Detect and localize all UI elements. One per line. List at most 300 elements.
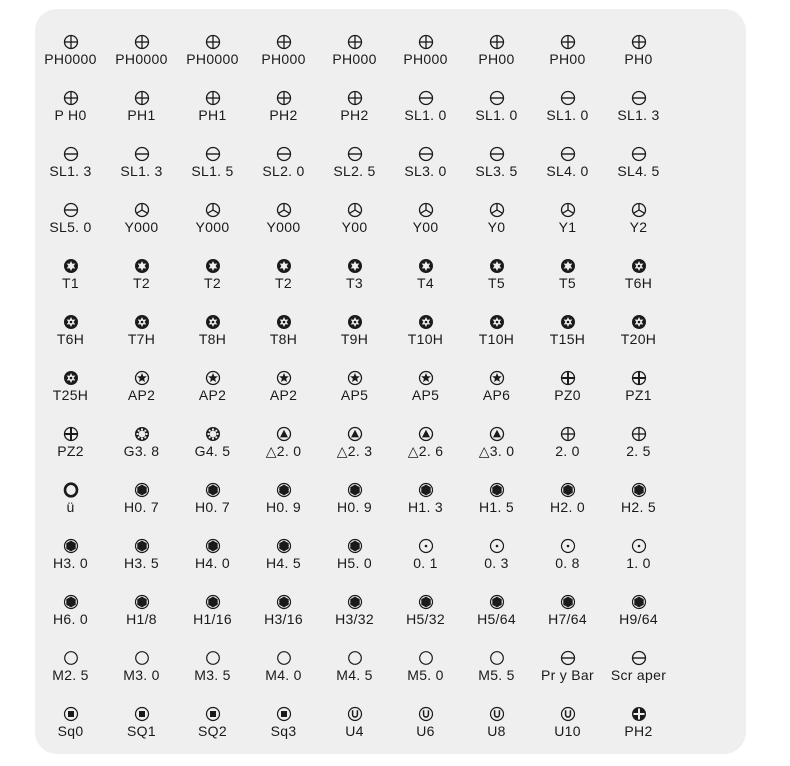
bit-label: 1. 0 <box>626 555 651 571</box>
bit-cell <box>177 422 248 478</box>
bit-cell <box>461 590 532 646</box>
bit-label: T8H <box>198 331 227 347</box>
phillips-icon <box>205 90 221 106</box>
phillips-icon <box>347 34 363 50</box>
bit-cell <box>461 702 532 758</box>
slotted-icon <box>276 146 292 162</box>
bit-cell <box>248 254 319 310</box>
bit-label: △2. 3 <box>336 443 373 459</box>
bit-cell <box>319 534 390 590</box>
bit-label: M4. 5 <box>336 667 373 683</box>
torx-icon <box>276 258 292 274</box>
dot-circle-icon <box>631 538 647 554</box>
bit-cell <box>35 422 106 478</box>
bit-cell <box>390 310 461 366</box>
bit-label: Y1 <box>558 219 577 235</box>
bit-label: SL3. 5 <box>475 163 518 179</box>
bit-label: SQ1 <box>127 723 156 739</box>
bit-label: H1/16 <box>193 611 232 627</box>
bit-cell <box>603 478 674 534</box>
bit-cell <box>603 30 674 86</box>
hex-icon <box>347 594 363 610</box>
bit-label: T4 <box>417 275 434 291</box>
bit-label: PH000 <box>403 51 448 67</box>
bit-label: H5/64 <box>477 611 516 627</box>
dot-circle-icon <box>418 538 434 554</box>
hex-icon <box>347 538 363 554</box>
triangle-icon <box>489 426 505 442</box>
torx-security-icon <box>560 314 576 330</box>
bit-cell <box>390 366 461 422</box>
bit-cell <box>177 30 248 86</box>
bit-label: PH000 <box>261 51 306 67</box>
bit-label: H7/64 <box>548 611 587 627</box>
bit-label: SL1. 0 <box>475 107 518 123</box>
bit-label: H1/8 <box>126 611 157 627</box>
bit-cell <box>248 478 319 534</box>
bit-label: H5/32 <box>406 611 445 627</box>
bit-label: T5 <box>559 275 576 291</box>
bit-cell <box>603 422 674 478</box>
bit-label: Y00 <box>412 219 439 235</box>
hollow-circle-icon <box>63 650 79 666</box>
bit-cell <box>248 590 319 646</box>
pentalobe-icon <box>418 370 434 386</box>
bit-label: 2. 0 <box>555 443 580 459</box>
bit-cell <box>35 254 106 310</box>
bit-cell <box>35 366 106 422</box>
bit-label: H2. 5 <box>621 499 656 515</box>
bit-cell <box>248 30 319 86</box>
hex-icon <box>489 594 505 610</box>
hex-icon <box>134 594 150 610</box>
bit-label: SL1. 0 <box>546 107 589 123</box>
square-icon <box>134 706 150 722</box>
bit-cell <box>106 254 177 310</box>
bit-label: H0. 9 <box>337 499 372 515</box>
hollow-circle-icon <box>205 650 221 666</box>
bit-label: △2. 0 <box>265 443 302 459</box>
phillips-icon <box>134 90 150 106</box>
bit-label: T2 <box>133 275 150 291</box>
bit-cell <box>248 534 319 590</box>
bit-cell <box>603 310 674 366</box>
bit-label: SL1. 3 <box>120 163 163 179</box>
bit-label: PH2 <box>340 107 369 123</box>
bit-cell <box>532 422 603 478</box>
bit-cell <box>390 142 461 198</box>
bit-cell <box>177 590 248 646</box>
u-shape-icon <box>347 706 363 722</box>
pozidriv-icon <box>560 370 576 386</box>
bit-label: SL1. 3 <box>617 107 660 123</box>
bit-cell <box>106 534 177 590</box>
bit-cell <box>248 86 319 142</box>
square-icon <box>205 706 221 722</box>
hex-icon <box>205 482 221 498</box>
slotted-icon <box>489 90 505 106</box>
bit-label: G4. 5 <box>194 443 231 459</box>
hex-icon <box>63 594 79 610</box>
bit-label: H1. 3 <box>408 499 443 515</box>
slotted-icon <box>560 146 576 162</box>
bit-cell <box>532 142 603 198</box>
bit-label: PH00 <box>478 51 515 67</box>
slotted-icon <box>63 146 79 162</box>
bit-label: H9/64 <box>619 611 658 627</box>
bit-label: M4. 0 <box>265 667 302 683</box>
bit-cell <box>177 254 248 310</box>
bit-cell <box>106 310 177 366</box>
bit-label: 2. 5 <box>626 443 651 459</box>
bit-cell <box>35 534 106 590</box>
bit-cell <box>248 646 319 702</box>
bit-cell <box>35 590 106 646</box>
torx-security-icon <box>418 314 434 330</box>
bit-label: PH0000 <box>115 51 168 67</box>
bit-label: AP2 <box>198 387 227 403</box>
bit-cell <box>106 590 177 646</box>
bit-cell <box>177 366 248 422</box>
bit-cell <box>532 478 603 534</box>
bit-cell <box>390 198 461 254</box>
bit-label: H3. 0 <box>53 555 88 571</box>
bit-label: H0. 9 <box>266 499 301 515</box>
bit-label: 0. 3 <box>484 555 509 571</box>
bit-cell <box>177 478 248 534</box>
bit-cell <box>248 702 319 758</box>
torx-icon <box>134 258 150 274</box>
bit-label: PZ2 <box>57 443 84 459</box>
tri-wing-icon <box>205 202 221 218</box>
bit-cell <box>461 478 532 534</box>
hex-icon <box>205 538 221 554</box>
tri-wing-icon <box>418 202 434 218</box>
gamebit-icon <box>134 426 150 442</box>
hollow-circle-icon <box>134 650 150 666</box>
bit-cell <box>177 310 248 366</box>
tri-wing-icon <box>631 202 647 218</box>
bit-cell <box>603 86 674 142</box>
bit-label: H4. 0 <box>195 555 230 571</box>
bit-label: SL4. 5 <box>617 163 660 179</box>
bit-label: AP5 <box>411 387 440 403</box>
bit-cell <box>319 478 390 534</box>
tri-wing-icon <box>560 202 576 218</box>
hex-icon <box>63 538 79 554</box>
torx-security-icon <box>63 370 79 386</box>
bit-label: H0. 7 <box>124 499 159 515</box>
slotted-icon <box>631 650 647 666</box>
torx-security-icon <box>631 258 647 274</box>
bit-label: △3. 0 <box>478 443 515 459</box>
bit-cell <box>319 86 390 142</box>
bit-cell <box>390 422 461 478</box>
bit-cell <box>390 590 461 646</box>
bit-cell <box>390 30 461 86</box>
phillips-icon <box>276 34 292 50</box>
gamebit-icon <box>205 426 221 442</box>
pentalobe-icon <box>489 370 505 386</box>
bit-label: P H0 <box>54 107 87 123</box>
bit-label: U4 <box>345 723 364 739</box>
slotted-icon <box>489 146 505 162</box>
slotted-icon <box>631 146 647 162</box>
phillips-icon <box>418 34 434 50</box>
bit-cell <box>603 366 674 422</box>
bit-label: T10H <box>478 331 515 347</box>
bit-label: H0. 7 <box>195 499 230 515</box>
bit-cell <box>461 254 532 310</box>
hex-icon <box>631 594 647 610</box>
bit-cell <box>319 366 390 422</box>
bit-label: PH2 <box>269 107 298 123</box>
bit-cell <box>461 30 532 86</box>
slotted-icon <box>63 202 79 218</box>
bit-cell <box>35 702 106 758</box>
bit-cell <box>461 198 532 254</box>
bit-label: Y2 <box>629 219 648 235</box>
torx-icon <box>347 258 363 274</box>
phillips-icon <box>63 34 79 50</box>
bit-label: PH0000 <box>44 51 97 67</box>
bit-cell <box>35 142 106 198</box>
hollow-circle-icon <box>347 650 363 666</box>
phillips-icon <box>560 426 576 442</box>
bit-label: PH000 <box>332 51 377 67</box>
phillips-icon <box>134 34 150 50</box>
torx-icon <box>63 258 79 274</box>
u-shape-icon <box>489 706 505 722</box>
bit-label: T5 <box>488 275 505 291</box>
bit-cell <box>319 310 390 366</box>
triangle-icon <box>418 426 434 442</box>
torx-icon <box>489 258 505 274</box>
bit-cell <box>177 702 248 758</box>
bit-cell <box>319 646 390 702</box>
slotted-icon <box>418 90 434 106</box>
torx-security-icon <box>63 314 79 330</box>
bit-cell <box>532 646 603 702</box>
bit-cell <box>603 142 674 198</box>
bit-cell <box>390 478 461 534</box>
hex-icon <box>134 538 150 554</box>
bit-cell <box>390 646 461 702</box>
bit-label: SQ2 <box>198 723 227 739</box>
torx-security-icon <box>347 314 363 330</box>
torx-icon <box>560 258 576 274</box>
bit-cell <box>461 142 532 198</box>
triangle-icon <box>347 426 363 442</box>
bit-cell <box>603 534 674 590</box>
bit-cell <box>248 310 319 366</box>
torx-security-icon <box>489 314 505 330</box>
bit-label: PH0 <box>624 51 653 67</box>
tri-wing-icon <box>276 202 292 218</box>
bit-label: T7H <box>127 331 156 347</box>
bit-cell <box>35 86 106 142</box>
slotted-icon <box>347 146 363 162</box>
bit-cell <box>106 702 177 758</box>
phillips-icon <box>631 426 647 442</box>
bit-cell <box>319 590 390 646</box>
phillips-icon <box>631 34 647 50</box>
bit-label: Pr y Bar <box>541 667 594 683</box>
phillips-icon <box>347 90 363 106</box>
phillips-icon <box>63 90 79 106</box>
bit-label: ü <box>66 499 75 515</box>
bit-label: H6. 0 <box>53 611 88 627</box>
bit-cell <box>461 422 532 478</box>
u-shape-icon <box>560 706 576 722</box>
bit-cell <box>177 534 248 590</box>
hex-icon <box>418 482 434 498</box>
torx-icon <box>205 258 221 274</box>
bit-cell <box>532 366 603 422</box>
bit-cell <box>35 646 106 702</box>
bit-label: 0. 1 <box>413 555 438 571</box>
square-icon <box>276 706 292 722</box>
bit-cell <box>390 534 461 590</box>
bit-label: G3. 8 <box>123 443 160 459</box>
hex-icon <box>489 482 505 498</box>
hex-icon <box>205 594 221 610</box>
bit-label: Y000 <box>124 219 159 235</box>
bit-label: Y00 <box>341 219 368 235</box>
bit-cell <box>532 534 603 590</box>
bit-label: Sq0 <box>57 723 84 739</box>
bit-cell <box>532 310 603 366</box>
bit-cell <box>390 86 461 142</box>
torx-security-icon <box>134 314 150 330</box>
bit-label: PH2 <box>624 723 653 739</box>
bit-cell <box>35 310 106 366</box>
bit-cell <box>390 702 461 758</box>
bit-cell <box>35 198 106 254</box>
bit-label: PH00 <box>549 51 586 67</box>
hex-icon <box>560 594 576 610</box>
pentalobe-icon <box>347 370 363 386</box>
hex-icon <box>134 482 150 498</box>
hex-icon <box>418 594 434 610</box>
bit-cell <box>106 86 177 142</box>
bit-label: SL1. 0 <box>404 107 447 123</box>
bit-cell <box>532 590 603 646</box>
bit-label: SL1. 3 <box>49 163 92 179</box>
bit-cell <box>177 142 248 198</box>
bit-cell <box>603 646 674 702</box>
bit-cell <box>106 142 177 198</box>
bit-label: PZ0 <box>554 387 581 403</box>
bit-cell <box>603 198 674 254</box>
bit-cell <box>319 702 390 758</box>
phillips-icon <box>489 34 505 50</box>
bit-label: U8 <box>487 723 506 739</box>
hollow-circle-icon <box>276 650 292 666</box>
bit-label: T2 <box>275 275 292 291</box>
bit-cell <box>248 422 319 478</box>
bit-label: U10 <box>554 723 581 739</box>
bit-cell <box>106 478 177 534</box>
bit-cell <box>177 198 248 254</box>
bit-cell <box>106 198 177 254</box>
bit-label: T15H <box>549 331 586 347</box>
bit-label: U6 <box>416 723 435 739</box>
bit-cell <box>532 30 603 86</box>
slotted-icon <box>205 146 221 162</box>
bit-cell <box>461 646 532 702</box>
bit-cell <box>532 86 603 142</box>
bit-cell <box>319 422 390 478</box>
bit-label: Y0 <box>487 219 506 235</box>
bit-cell <box>461 310 532 366</box>
slotted-icon <box>134 146 150 162</box>
pozidriv-icon <box>631 370 647 386</box>
bit-label: AP6 <box>482 387 511 403</box>
oval-ring-icon <box>63 482 79 498</box>
bit-label: T2 <box>204 275 221 291</box>
dot-circle-icon <box>489 538 505 554</box>
bit-label: PH1 <box>127 107 156 123</box>
bit-label: Y000 <box>266 219 301 235</box>
bit-label: T3 <box>346 275 363 291</box>
slotted-icon <box>560 90 576 106</box>
bit-label: H3/32 <box>335 611 374 627</box>
slotted-icon <box>418 146 434 162</box>
bit-cell <box>248 142 319 198</box>
bit-label: PZ1 <box>625 387 652 403</box>
bit-label: SL2. 0 <box>262 163 305 179</box>
bit-cell <box>35 30 106 86</box>
bit-label: AP2 <box>127 387 156 403</box>
bit-label: M3. 0 <box>123 667 160 683</box>
dot-circle-icon <box>560 538 576 554</box>
hex-icon <box>347 482 363 498</box>
bit-label: T8H <box>269 331 298 347</box>
tri-wing-icon <box>347 202 363 218</box>
phillips-icon <box>205 34 221 50</box>
bit-label: AP2 <box>269 387 298 403</box>
bit-label: T25H <box>52 387 89 403</box>
bit-label: T10H <box>407 331 444 347</box>
bit-label: T6H <box>624 275 653 291</box>
bit-label: H1. 5 <box>479 499 514 515</box>
triangle-icon <box>276 426 292 442</box>
bit-cell <box>319 142 390 198</box>
bit-cell <box>319 30 390 86</box>
bit-cell <box>603 254 674 310</box>
bit-label: Sq3 <box>270 723 297 739</box>
slotted-icon <box>560 650 576 666</box>
torx-icon <box>418 258 434 274</box>
torx-security-icon <box>631 314 647 330</box>
bit-label: PH0000 <box>186 51 239 67</box>
bit-label: Scr aper <box>610 667 667 683</box>
bit-cell <box>603 590 674 646</box>
bit-label: M5. 5 <box>478 667 515 683</box>
hex-icon <box>276 482 292 498</box>
bit-cell <box>319 254 390 310</box>
torx-security-icon <box>205 314 221 330</box>
hex-icon <box>276 538 292 554</box>
bit-cell <box>106 646 177 702</box>
bit-label: T6H <box>56 331 85 347</box>
pentalobe-icon <box>205 370 221 386</box>
square-icon <box>63 706 79 722</box>
hex-icon <box>276 594 292 610</box>
bit-label: T9H <box>340 331 369 347</box>
pozidriv-icon <box>63 426 79 442</box>
